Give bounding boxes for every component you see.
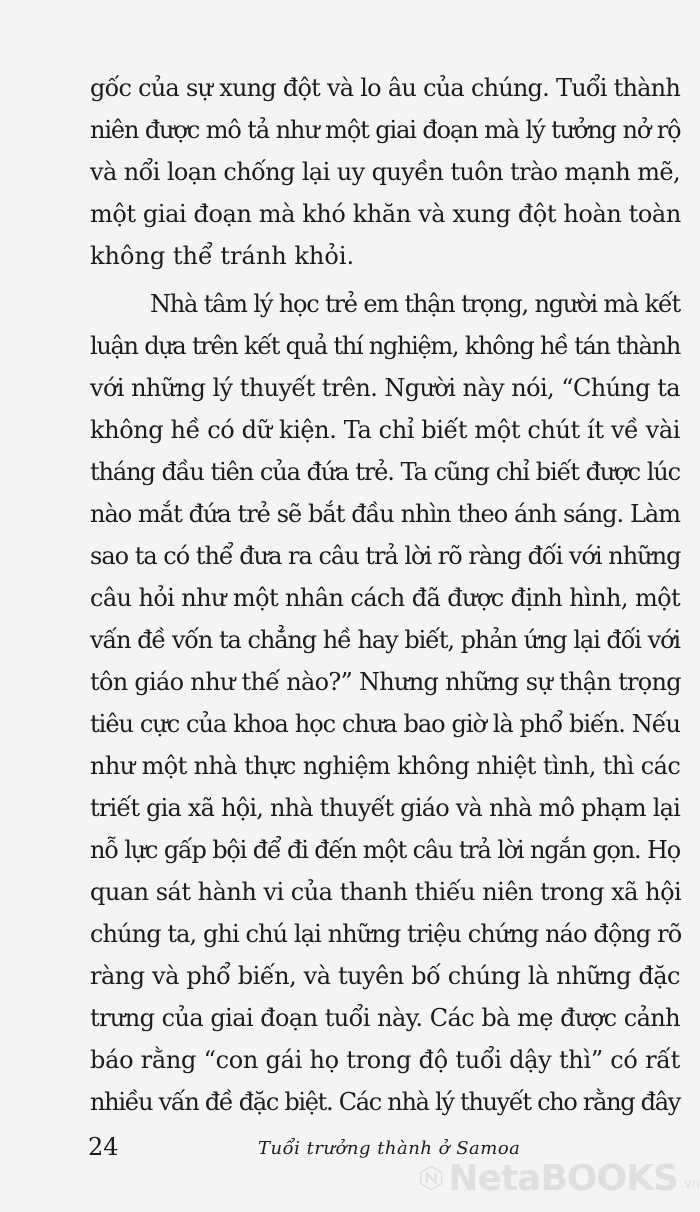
watermark-brand: NetaBOOKS [448, 1157, 678, 1199]
body-line: báo rằng “con gái họ trong độ tuổi dậy thì” có rất [90, 1046, 680, 1074]
body-line: luận dựa trên kết quả thí nghiệm, không hề tán thành [90, 332, 680, 360]
body-line: quan sát hành vi của thanh thiếu niên trong xã hội [90, 878, 682, 906]
body-line: niên được mô tả như một giai đoạn mà lý tưởng nở rộ [90, 116, 681, 144]
watermark-suffix: .vn [679, 1177, 700, 1192]
body-line: tháng đầu tiên của đứa trẻ. Ta cũng chỉ biết được lúc [90, 458, 680, 486]
body-line: tôn giáo như thế nào?” Nhưng những sự thận trọng [90, 668, 681, 696]
body-line: vấn đề vốn ta chẳng hề hay biết, phản ứng lại đối với [90, 626, 680, 654]
body-line: nào mắt đứa trẻ sẽ bắt đầu nhìn theo ánh sáng. Làm [90, 500, 680, 528]
body-line: trưng của giai đoạn tuổi này. Các bà mẹ được cảnh [90, 1004, 680, 1032]
body-line: và nổi loạn chống lại uy quyền tuôn trào mạnh mẽ, [90, 158, 680, 186]
body-line: nhiều vấn đề đặc biệt. Các nhà lý thuyết cho rằng đây [90, 1088, 680, 1116]
body-line: ràng và phổ biến, và tuyên bố chúng là những đặc [90, 962, 680, 990]
body-line: câu hỏi như một nhân cách đã được định hình, một [90, 584, 680, 612]
netabooks-logo-icon [418, 1154, 444, 1202]
body-line: không thể tránh khỏi. [90, 242, 355, 270]
body-line: Nhà tâm lý học trẻ em thận trọng, người mà kết [150, 290, 680, 318]
body-line: nỗ lực gấp bội để đi đến một câu trả lời ngắn gọn. Họ [90, 836, 680, 864]
body-line: với những lý thuyết trên. Người này nói, “Chúng ta [90, 374, 680, 402]
body-line: như một nhà thực nghiệm không nhiệt tình, thì các [90, 752, 681, 780]
watermark [418, 1148, 700, 1208]
body-line: không hề có dữ kiện. Ta chỉ biết một chút ít về vài [90, 416, 680, 444]
body-line: chúng ta, ghi chú lại những triệu chứng náo động rõ [90, 920, 682, 948]
body-line: triết gia xã hội, nhà thuyết giáo và nhà mô phạm lại [90, 794, 680, 822]
body-line: sao ta có thể đưa ra câu trả lời rõ ràng đối với những [90, 542, 681, 570]
body-line: tiêu cực của khoa học chưa bao giờ là phổ biến. Nếu [90, 710, 680, 738]
page-number: 24 [88, 1133, 119, 1161]
body-line: một giai đoạn mà khó khăn và xung đột hoàn toàn [90, 200, 681, 228]
running-footer-title: Tuổi trưởng thành ở Samoa [258, 1138, 521, 1159]
body-line: gốc của sự xung đột và lo âu của chúng. Tuổi thành [90, 74, 680, 102]
